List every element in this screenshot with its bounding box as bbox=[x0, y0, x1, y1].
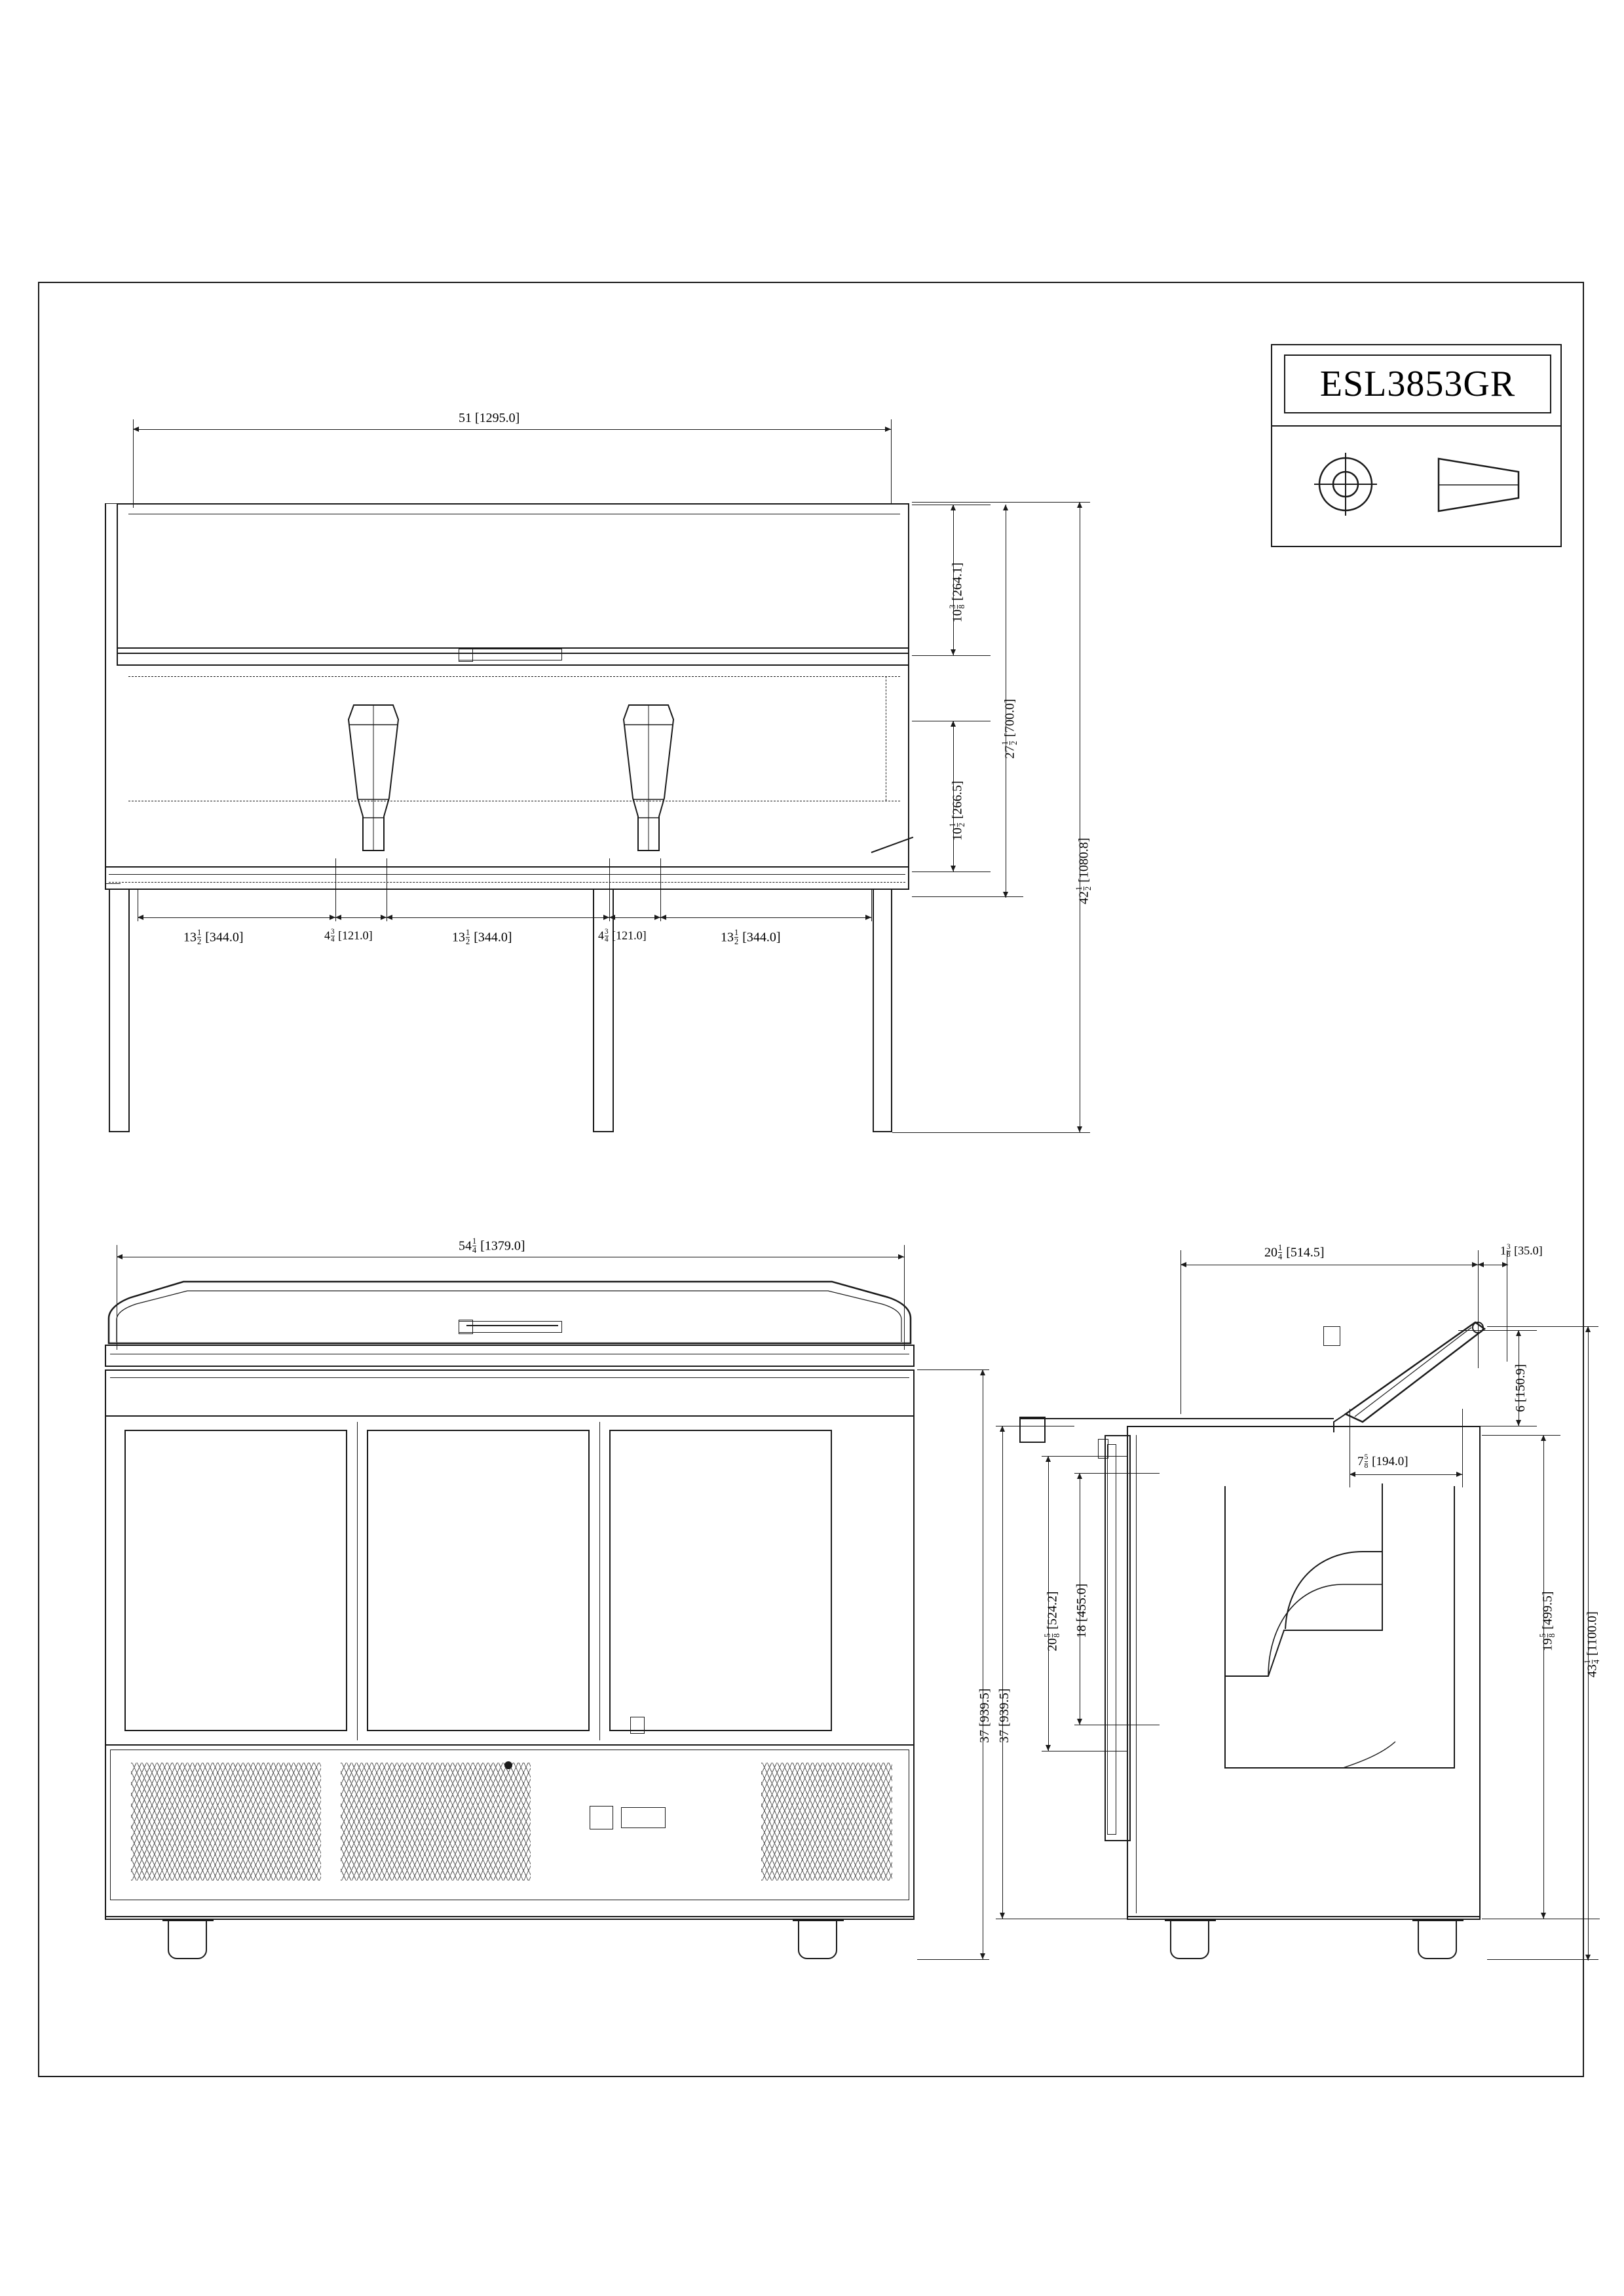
guard-handle-bar bbox=[466, 653, 558, 654]
stand-leg-left-inner bbox=[128, 890, 130, 1132]
dim-label-guard-height: 27 1 2 [700.0] bbox=[1000, 698, 1019, 759]
arrow-head bbox=[1000, 1913, 1005, 1919]
stand-leg-mid-inner bbox=[613, 890, 614, 1132]
ext-line bbox=[1458, 1330, 1537, 1331]
stand-leg-left-foot bbox=[109, 1131, 130, 1132]
guard-glass-panel bbox=[117, 503, 909, 654]
lid-rail bbox=[105, 1345, 915, 1367]
dim-label-pan-span-3: 13 $\frac{1}{2}$ [344.0] bbox=[721, 928, 781, 946]
side-caster-left-plate bbox=[1165, 1920, 1216, 1921]
arrow-head bbox=[1077, 1473, 1082, 1479]
dim-line-counter-height bbox=[1543, 1435, 1544, 1919]
hidden-line bbox=[109, 882, 905, 883]
arrow-head bbox=[885, 427, 891, 432]
arrow-head bbox=[1180, 1262, 1186, 1267]
ext-line bbox=[1482, 1435, 1560, 1436]
pan-dispenser-left bbox=[334, 700, 413, 864]
arrow-head bbox=[133, 427, 139, 432]
guard-left-cap bbox=[105, 503, 118, 504]
counter-top-rail bbox=[105, 866, 909, 890]
ext-line bbox=[133, 419, 134, 508]
ext-line bbox=[892, 1132, 1090, 1133]
ext-line bbox=[912, 871, 991, 872]
arrow-head bbox=[1472, 1262, 1478, 1267]
guard-handle bbox=[459, 649, 562, 660]
hidden-line bbox=[128, 676, 900, 677]
sneeze-guard-arm bbox=[1323, 1317, 1494, 1435]
door-latch-right bbox=[630, 1717, 645, 1734]
vent-grille-right bbox=[761, 1763, 892, 1881]
compartment-divider bbox=[105, 1744, 915, 1746]
interior-liner bbox=[1146, 1480, 1474, 1886]
arrow-head bbox=[951, 505, 956, 510]
ext-line bbox=[871, 890, 872, 921]
title-divider bbox=[1272, 425, 1560, 427]
arrow-head bbox=[1478, 1262, 1484, 1267]
vent-grille-left bbox=[131, 1763, 321, 1881]
door-left bbox=[124, 1430, 347, 1731]
arrow-head bbox=[865, 915, 871, 920]
counter-surface bbox=[1019, 1418, 1334, 1419]
arrow-head bbox=[1077, 1126, 1082, 1132]
ext-line bbox=[1487, 1959, 1598, 1960]
pan-dispenser-right bbox=[609, 700, 688, 864]
guard-handle-endcap bbox=[459, 647, 473, 662]
arrow-head bbox=[138, 915, 143, 920]
ext-line bbox=[1180, 1250, 1181, 1414]
arrow-head bbox=[1046, 1456, 1051, 1462]
dim-line-overall-side-height-left bbox=[1002, 1426, 1003, 1919]
dim-label-interior-depth: 20 5 8 [524.2] bbox=[1043, 1591, 1061, 1651]
dim-label-post-span-1: 4 $\frac{3}{4}$ [121.0] bbox=[324, 928, 373, 944]
side-base-rail bbox=[1127, 1916, 1481, 1917]
dim-label-counter-height: 19 5 8 [499.5] bbox=[1538, 1591, 1557, 1651]
arrow-head bbox=[1003, 505, 1008, 510]
arrow-head bbox=[951, 649, 956, 655]
caster-right-plate bbox=[793, 1920, 844, 1921]
lid-handle-bar bbox=[466, 1325, 558, 1326]
dim-label-guard-lip: 6 [150.9] bbox=[1513, 1364, 1528, 1412]
guard-left-edge bbox=[105, 503, 106, 883]
arrow-head bbox=[951, 721, 956, 727]
arrow-head bbox=[330, 915, 335, 920]
dim-label-post-span-2: 4 $\frac{3}{4}$ [121.0] bbox=[598, 928, 647, 944]
cabinet-base-rail bbox=[105, 1916, 915, 1917]
ext-line bbox=[912, 502, 1090, 503]
arrow-head bbox=[1516, 1330, 1521, 1336]
ext-line bbox=[1487, 1326, 1598, 1327]
side-inner-line bbox=[1136, 1435, 1137, 1913]
side-caster-left bbox=[1170, 1920, 1209, 1959]
dim-label-rear-offset: 1 $\frac{3}{8}$ [35.0] bbox=[1500, 1243, 1543, 1259]
caster-right bbox=[798, 1920, 837, 1959]
ext-line bbox=[891, 419, 892, 505]
ext-line bbox=[660, 858, 661, 921]
arrow-head bbox=[381, 915, 387, 920]
pilaster-line bbox=[357, 1422, 358, 1740]
arrow-head bbox=[1502, 1262, 1508, 1267]
dim-label-pan-drop: 10 1 2 [266.5] bbox=[948, 780, 966, 841]
ext-line bbox=[335, 858, 336, 921]
arrow-head bbox=[335, 915, 341, 920]
dim-label-door-clear: 18 [455.0] bbox=[1074, 1583, 1089, 1638]
dim-line-overall-width bbox=[133, 429, 891, 430]
dim-label-depth-body: 20 $\frac{1}{4}$ [514.5] bbox=[1264, 1243, 1325, 1261]
dim-label-guard-depth: 7 $\frac{5}{8}$ [194.0] bbox=[1357, 1453, 1408, 1470]
arrow-head bbox=[1077, 1719, 1082, 1725]
dim-label-overall-side-height: 43 1 4 [1100.0] bbox=[1583, 1611, 1601, 1677]
arrow-head bbox=[1077, 502, 1082, 508]
stand-leg-left-outer bbox=[109, 890, 110, 1132]
ext-line bbox=[1074, 1473, 1160, 1474]
stand-leg-mid-foot bbox=[593, 1131, 614, 1132]
vent-grille-center bbox=[341, 1763, 531, 1881]
stand-leg-right-outer bbox=[873, 890, 874, 1132]
counter-front-lip bbox=[1019, 1417, 1046, 1443]
caster-left bbox=[168, 1920, 207, 1959]
ext-line bbox=[609, 858, 610, 921]
guard-bracket bbox=[1323, 1326, 1340, 1346]
cabinet-top-inner bbox=[110, 1377, 909, 1378]
stand-leg-right-inner bbox=[891, 890, 892, 1132]
ext-line bbox=[912, 655, 991, 656]
arrow-head bbox=[609, 915, 615, 920]
stand-leg-mid-outer bbox=[593, 890, 594, 1132]
arrow-head bbox=[1516, 1420, 1521, 1426]
drain-port bbox=[504, 1761, 512, 1769]
guard-right-edge bbox=[908, 503, 909, 870]
ext-line bbox=[917, 1959, 989, 1960]
control-panel bbox=[590, 1806, 613, 1829]
ext-line bbox=[1042, 1456, 1127, 1457]
ext-line bbox=[917, 1369, 989, 1370]
arrow-head bbox=[1541, 1435, 1546, 1441]
arrow-head bbox=[654, 915, 660, 920]
dim-line-pan-chain bbox=[138, 917, 871, 918]
lid-handle-endcap bbox=[459, 1320, 473, 1334]
arrow-head bbox=[1541, 1913, 1546, 1919]
arrow-head bbox=[1046, 1745, 1051, 1751]
cabinet-top-band bbox=[105, 1415, 915, 1417]
projection-circle-icon bbox=[1312, 450, 1380, 518]
side-door-gasket bbox=[1107, 1444, 1116, 1835]
caster-left-plate bbox=[162, 1920, 214, 1921]
door-right bbox=[609, 1430, 832, 1731]
dim-label-cabinet-width: 54 $\frac{1}{4}$ [1379.0] bbox=[459, 1236, 525, 1255]
side-caster-right-plate bbox=[1412, 1920, 1463, 1921]
projection-cone-icon bbox=[1436, 453, 1521, 516]
arrow-head bbox=[898, 1254, 904, 1259]
arrow-head bbox=[951, 866, 956, 871]
dim-label-overall-top-height: 42 1 2 [1080.8] bbox=[1074, 837, 1093, 904]
pilaster-line bbox=[599, 1422, 600, 1740]
dim-label-cabinet-height: 37 [939.5] bbox=[977, 1688, 992, 1743]
dim-label-overall-width: 51 [1295.0] bbox=[459, 411, 520, 425]
digital-display bbox=[621, 1807, 666, 1828]
dim-label-pan-span-2: 13 $\frac{1}{2}$ [344.0] bbox=[452, 928, 512, 946]
counter-rail-inner bbox=[109, 874, 905, 875]
side-caster-right bbox=[1418, 1920, 1457, 1959]
ext-line bbox=[912, 896, 1023, 897]
door-center bbox=[367, 1430, 590, 1731]
title-block bbox=[1271, 344, 1562, 547]
dim-label-side-cabinet-height: 37 [939.5] bbox=[997, 1688, 1011, 1743]
stand-leg-right-foot bbox=[873, 1131, 892, 1132]
arrow-head bbox=[660, 915, 666, 920]
dim-label-glass-height: 10 3 8 [264.1] bbox=[948, 562, 966, 622]
arrow-head bbox=[1000, 1426, 1005, 1432]
model-name: ESL3853GR bbox=[1284, 354, 1551, 413]
arrow-head bbox=[603, 915, 609, 920]
arrow-head bbox=[1585, 1326, 1591, 1332]
arrow-head bbox=[387, 915, 392, 920]
arrow-head bbox=[980, 1369, 985, 1375]
lid-handle bbox=[459, 1321, 562, 1333]
arrow-head bbox=[980, 1953, 985, 1959]
dim-label-pan-span-1: 13 $\frac{1}{2}$ [344.0] bbox=[183, 928, 244, 946]
arrow-head bbox=[117, 1254, 123, 1259]
